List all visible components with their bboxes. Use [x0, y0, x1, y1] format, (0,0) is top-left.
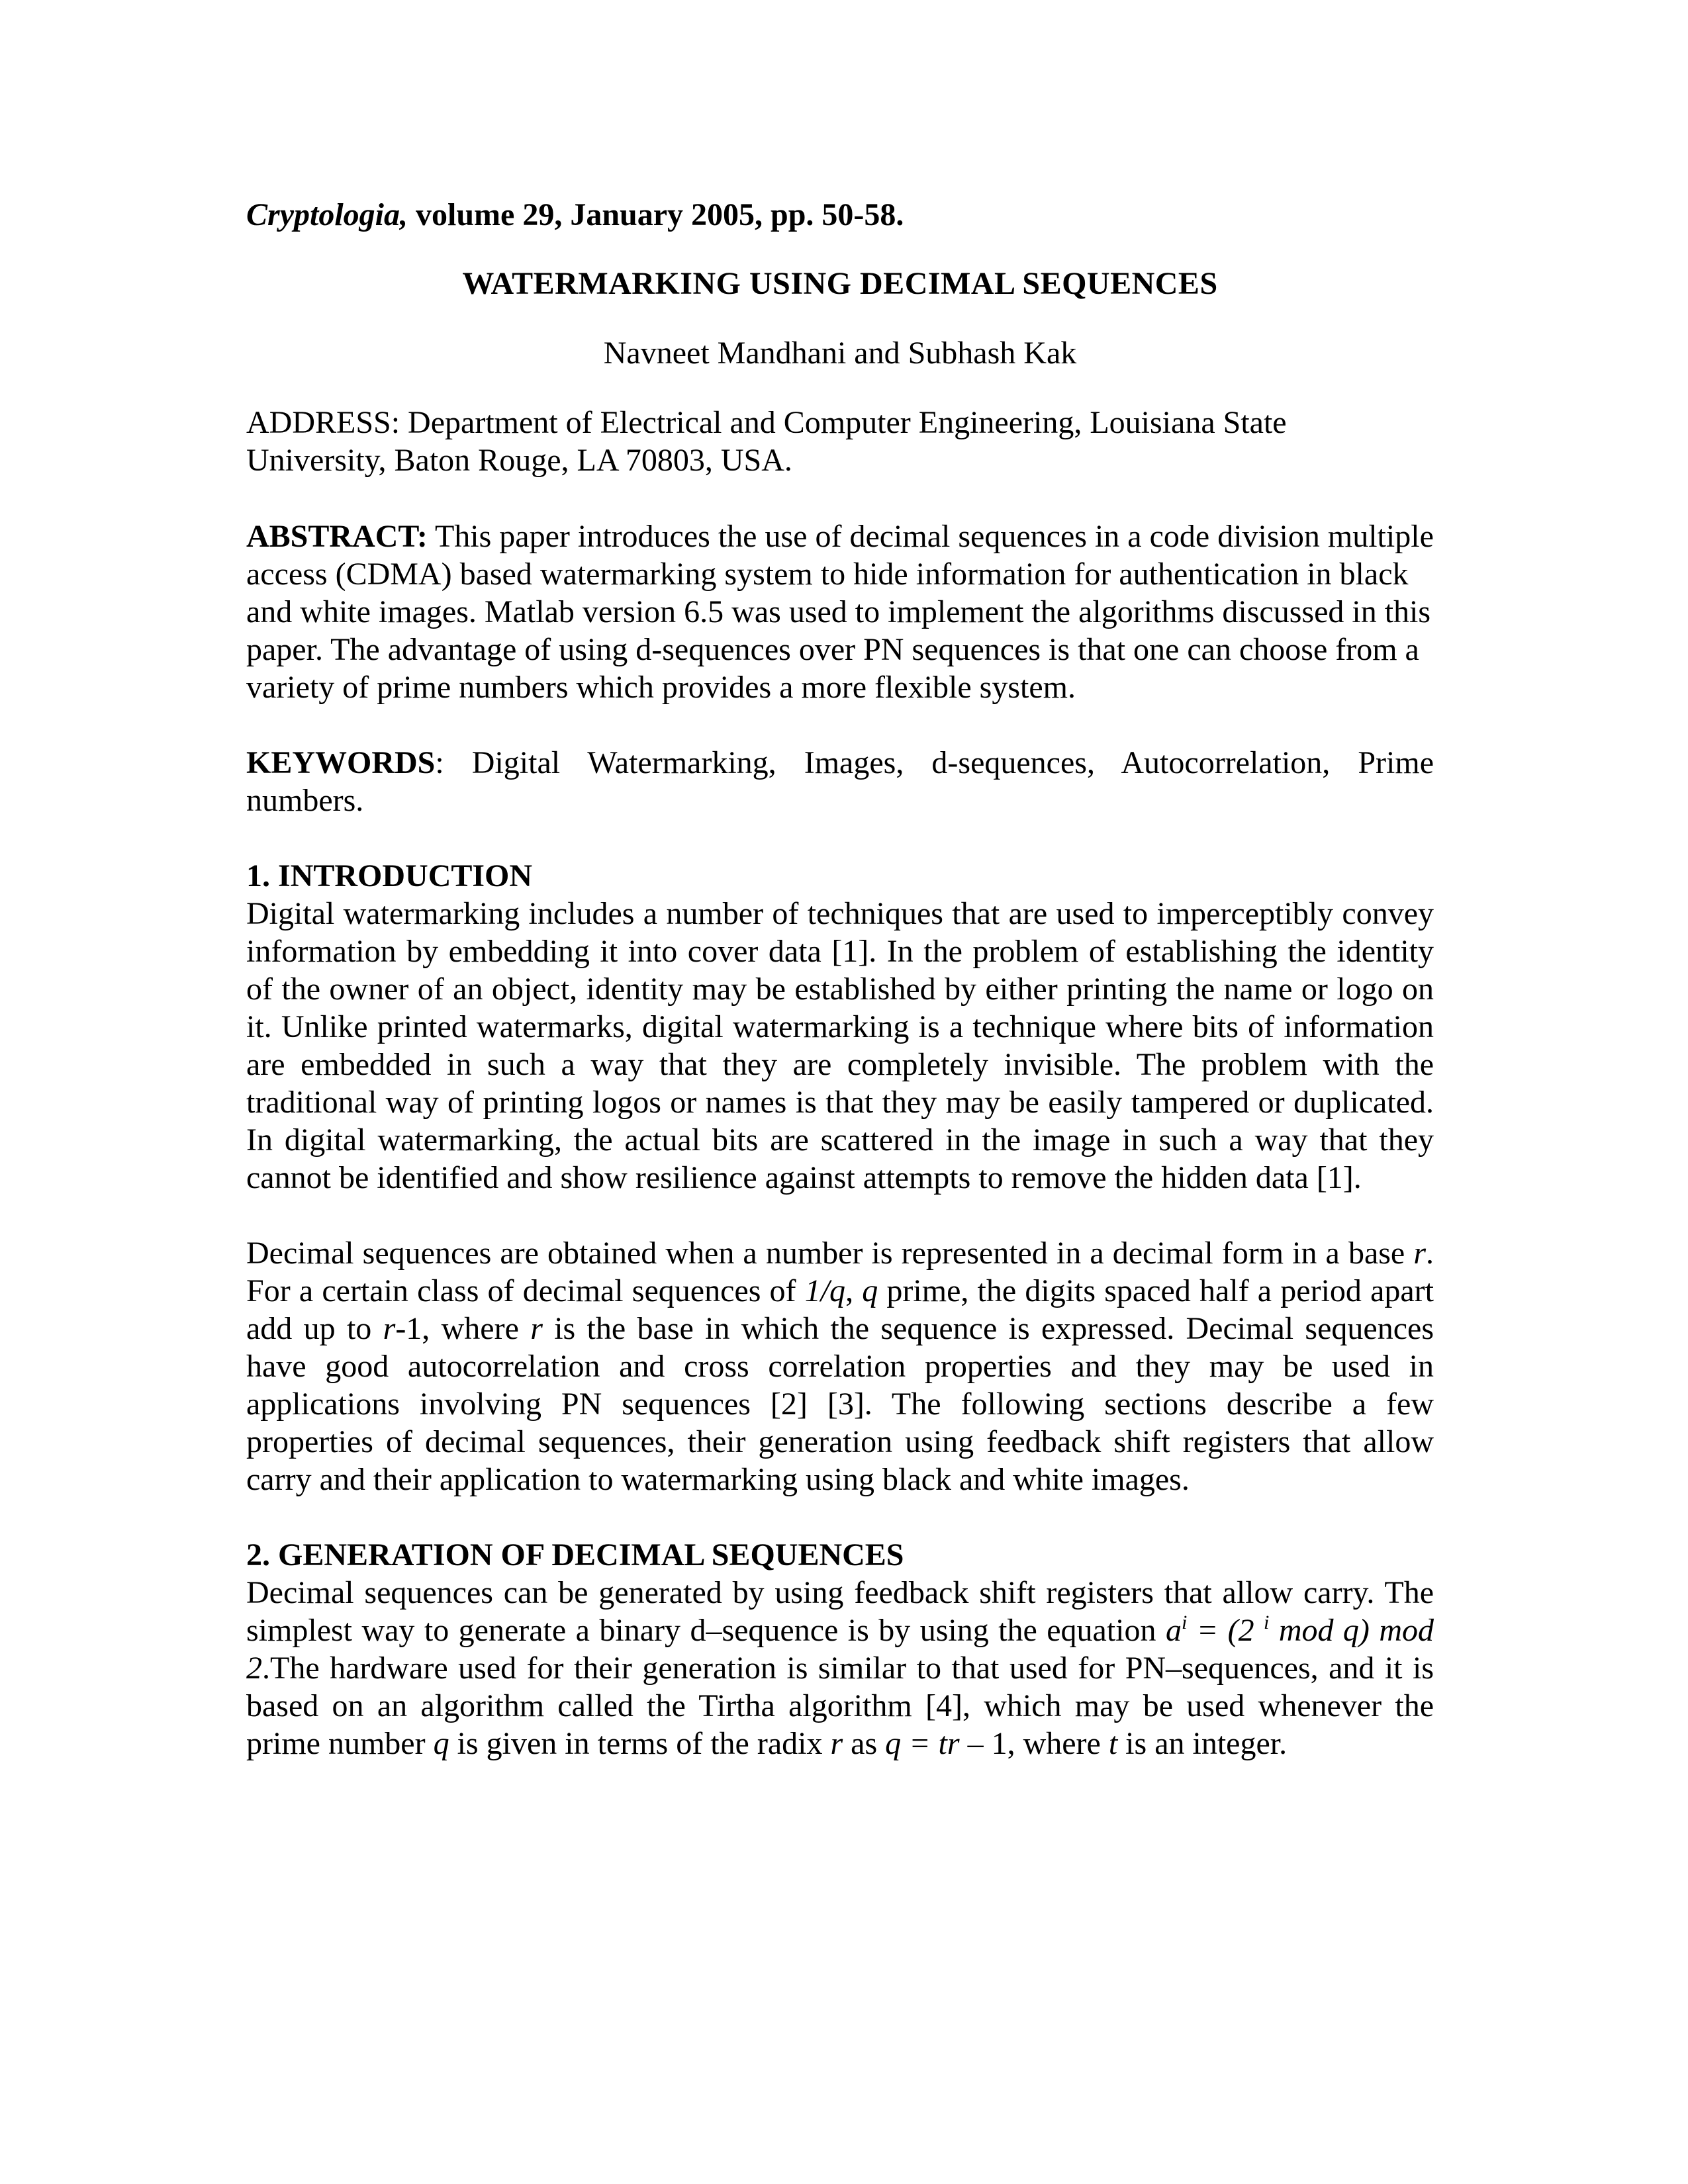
generation-paragraph: Decimal sequences can be generated by using feedback shift registers that allow carry. The simplest way to generate a binary d–sequence is by using the equation $a^i = (2$ $^i$ mod q) mod 2.The hardware used for their generation is similar to that used for PN–sequences, and it is based on an algorithm called the Tirtha algorithm [4], which may be used whenever the prime number q is given in terms of the radix r as q = tr – 1, where t is an integer. — [246, 1575, 1434, 1761]
introduction-paragraph-1: Digital watermarking includes a number of techniques that are used to imperceptibly convey information by embedding it into cover data [1]. In the problem of establishing the identity of the owner of an object, identity may be established by either printing the name or logo on it. Unlike printed watermarks, digital watermarking is a technique where bits of information are embedded in such a way that they are completely invisible. The problem with the traditional way of printing logos or names is that they may be easily tampered or duplicated. In digital watermarking, the actual bits are scattered in the image in such a way that they cannot be identified and show resilience against attempts to remove the hidden data [1]. — [246, 896, 1434, 1195]
journal-citation — [246, 196, 1434, 234]
keywords-text: : Digital Watermarking, Images, d-sequences, Autocorrelation, Prime numbers. — [246, 745, 1434, 818]
journal-details: volume 29, January 2005, pp. 50-58. — [408, 197, 904, 232]
introduction-paragraph-2: Decimal sequences are obtained when a number is represented in a decimal form in a base r. For a certain class of decimal sequences of 1/q, q prime, the digits spaced half a period apart add up to r-1, where r is the base in which the sequence is expressed. Decimal sequences have good autocorrelation and cross correlation properties and they may be used in applications involving PN sequences [2] [3]. The following sections describe a few properties of decimal sequences, their generation using feedback shift registers that allow carry and their application to watermarking using black and white images. — [246, 1236, 1434, 1497]
abstract — [246, 518, 1434, 706]
equation-q: q = tr — [885, 1726, 960, 1761]
section-heading-introduction: 1. INTRODUCTION — [246, 858, 533, 893]
section-heading-generation: 2. GENERATION OF DECIMAL SEQUENCES — [246, 1537, 904, 1572]
equation-a: a — [1165, 1613, 1182, 1648]
abstract-text: This paper introduces the use of decimal sequences in a code division multiple access (CDMA) based watermarking system to hide information for authentication in black and white images. Matlab version 6.5 was used to implement the algorithms discussed in this paper. The advantage of using d-sequences over PN sequences is that one can choose from a variety of prime numbers which provides a more flexible system. — [246, 519, 1434, 705]
paper-title: WATERMARKING USING DECIMAL SEQUENCES — [462, 266, 1218, 301]
paper-authors: Navneet Mandhani and Subhash Kak — [603, 336, 1077, 371]
paper-page — [246, 196, 1434, 1762]
keywords — [246, 744, 1434, 819]
author-address: ADDRESS: Department of Electrical and Computer Engineering, Louisiana State University, Baton Rouge, LA 70803, USA. — [246, 405, 1287, 478]
abstract-label: ABSTRACT: — [246, 519, 428, 554]
keywords-label: KEYWORDS — [246, 745, 436, 780]
journal-name: Cryptologia, — [246, 197, 408, 232]
